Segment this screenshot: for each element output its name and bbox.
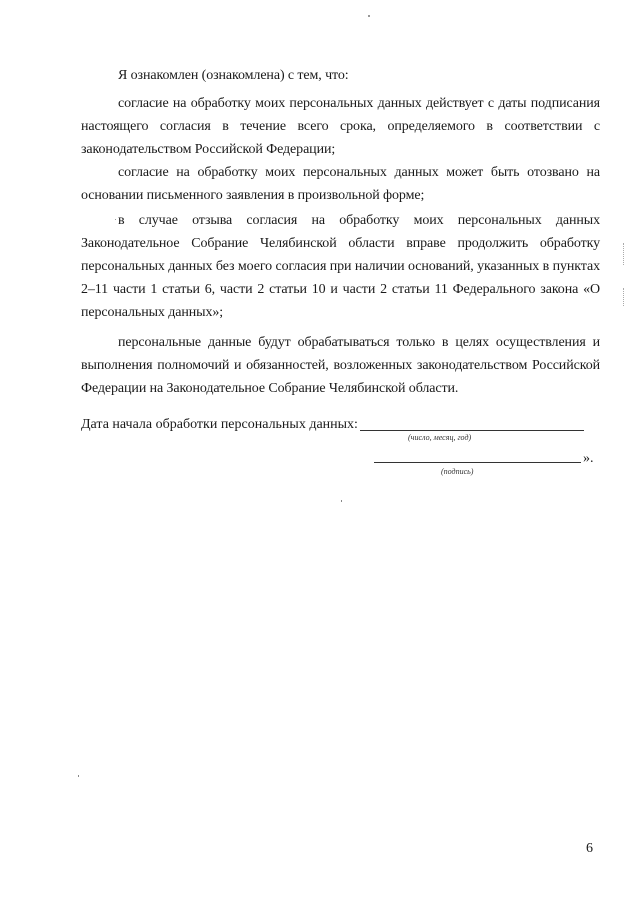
signature-line[interactable] [374, 462, 581, 463]
date-field-hint: (число, месяц, год) [408, 433, 472, 442]
paragraph-withdrawal: согласие на обработку моих персональных данных может быть отозвано на основании письменного заявления в произвольной форме; [81, 165, 600, 203]
scan-speck [78, 775, 79, 777]
date-field-line[interactable] [360, 430, 584, 431]
date-field-label: Дата начала обработки персональных данных: [81, 417, 358, 432]
scan-speck [368, 15, 370, 17]
scan-speck [115, 219, 116, 220]
scan-speck [341, 500, 342, 502]
signature-hint: (подпись) [441, 467, 474, 476]
intro-text: Я ознакомлен (ознакомлена) с тем, что: [118, 68, 349, 83]
paragraph-continued-processing: в случае отзыва согласия на обработку моих персональных данных Законодательное Собрание Челябинской области вправе продолжить обработку персональных данных без моего согласия при наличии оснований, указанных в пунктах 2–11 части 1 статьи 6, части 2 статьи 10 и части 2 статьи 11 Федерального закона «О персональных данных»; [81, 213, 600, 320]
paragraph-purpose: персональные данные будут обрабатываться только в целях осуществления и выполнения полномочий и обязанностей, возложенных законодательством Российской Федерации на Законодательное Собрание Челябинской области. [81, 335, 600, 396]
signature-closing-quote: ». [583, 451, 594, 466]
scan-margin-marks [623, 243, 625, 265]
page-number: 6 [586, 841, 593, 856]
paragraph-validity: согласие на обработку моих персональных данных действует с даты подписания настоящего согласия в течение всего срока, определяемого в соответствии с законодательством Российской Федерации; [81, 96, 600, 157]
scan-margin-marks [623, 288, 625, 306]
